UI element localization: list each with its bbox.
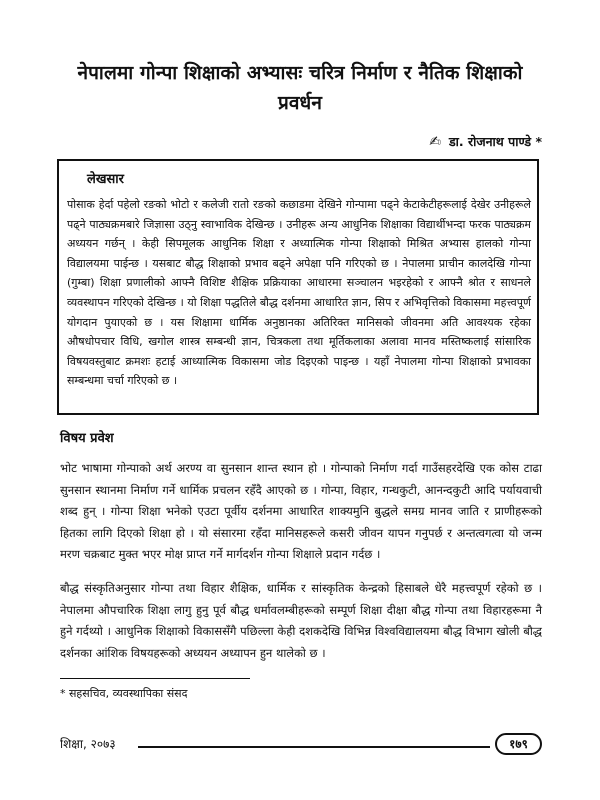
article-title: नेपालमा गोन्पा शिक्षाको अभ्यासः चरित्र निर्माण र नैतिक शिक्षाको प्रवर्धन (77, 62, 523, 114)
section-heading: विषय प्रवेश (60, 431, 114, 446)
pen-nib-icon: ✍ (429, 133, 441, 150)
footnote: * सहसचिव, व्यवस्थापिका संसद (60, 687, 188, 700)
author-line (429, 133, 542, 150)
abstract-box (57, 159, 539, 415)
page-number: १७९ (495, 733, 542, 755)
page-footer (60, 733, 544, 759)
body-paragraph-2: बौद्ध संस्कृतिअनुसार गोन्पा तथा विहार शैक्षिक, धार्मिक र सांस्कृतिक केन्द्रको हिसाबले धेरै महत्त्वपूर्ण रहेको छ । नेपालमा औपचारिक शिक्षा लागु हुनु पूर्व बौद्ध धर्मावलम्बीहरूको सम्पूर्ण शिक्षा दीक्षा बौद्ध गोन्पा तथा विहारहरूमा नै हुने गर्दथ्यो । आधुनिक शिक्षाको विकाससँगै पछिल्ला केही दशकदेखि विभिन्न विश्वविद्यालयमा बौद्ध विभाग खोली बौद्ध दर्शनका आंशिक विषयहरूको अध्ययन अध्यापन हुन थालेको छ । (60, 581, 542, 660)
abstract-heading: लेखसार (87, 172, 124, 187)
footnote-divider (60, 678, 250, 679)
footer-divider (138, 746, 490, 748)
abstract-text: पोसाक हेर्दा पहेलो रङको भोटो र कलेजी रातो रङको कछाडमा देखिने गोन्पामा पढ्ने केटाकेटीहरूलाई देखेर उनीहरूले पढ्ने पाठ्यक्रमबारे जिज्ञासा उठ्नु स्वाभाविक देखिन्छ । उनीहरू अन्य आधुनिक शिक्षाका विद्यार्थीभन्दा फरक पाठ्यक्रम अध्ययन गर्छन् । केही सिपमूलक आधुनिक शिक्षा र अध्यात्मिक गोन्पा शिक्षाको मिश्रित अभ्यास हालको गोन्पा विद्यालयमा पाईन्छ । यसबाट बौद्ध शिक्षाको प्रभाव बढ्ने अपेक्षा पनि गरिएको छ । नेपालमा प्राचीन कालदेखि गोन्पा (गुम्बा) शिक्षा प्रणालीको आफ्नै विशिष्ट शैक्षिक प्रक्रियाका आधारमा सञ्चालन भइरहेको र आफ्नै श्रोत र साधनले व्यवस्थापन गरिएको देखिन्छ । यो शिक्षा पद्धतिले बौद्ध दर्शनमा आधारित ज्ञान, सिप र अभिवृत्तिको विकासमा महत्त्वपूर्ण योगदान पुयाएको छ । यस शिक्षामा धार्मिक अनुष्ठानका अतिरिक्त मानिसको जीवनमा अति आवश्यक रहेका औषधोपचार विधि, खगोल शास्त्र सम्बन्धी ज्ञान, चित्रकला तथा मूर्तिकलाका अलावा मानव मस्तिष्कलाई सांसारिक विषयवस्तुबाट क्रमशः हटाई आध्यात्मिक विकासमा जोड दिइएको पाइन्छ । यहाँ नेपालमा गोन्पा शिक्षाको प्रभावका सम्बन्धमा चर्चा गरिएको छ । (67, 198, 531, 388)
journal-name: शिक्षा, २०७३ (60, 737, 116, 751)
author-name: डा. रोजनाथ पाण्डे * (448, 134, 542, 149)
body-paragraph-1: भोट भाषामा गोन्पाको अर्थ अरण्य वा सुनसान शान्त स्थान हो । गोन्पाको निर्माण गर्दा गाउँसहरदेखि एक कोस टाढा सुनसान स्थानमा निर्माण गर्ने धार्मिक प्रचलन रहँदै आएको छ । गोन्पा, विहार, गन्धकुटी, आनन्दकुटी आदि पर्यायवाची शब्द हुन् । गोन्पा शिक्षा भनेको एउटा पूर्वीय दर्शनमा आधारित शाक्यमुनि बुद्धले समग्र मानव जाति र प्राणीहरूको हितका लागि दिएको शिक्षा हो । यो संसारमा रहँदा मानिसहरूले कसरी जीवन यापन गनुपर्छ र अन्तत्वगत्वा यो जन्म मरण चक्रबाट मुक्त भएर मोक्ष प्राप्त गर्ने मार्गदर्शन गोन्पा शिक्षाले प्रदान गर्दछ । (60, 461, 542, 561)
